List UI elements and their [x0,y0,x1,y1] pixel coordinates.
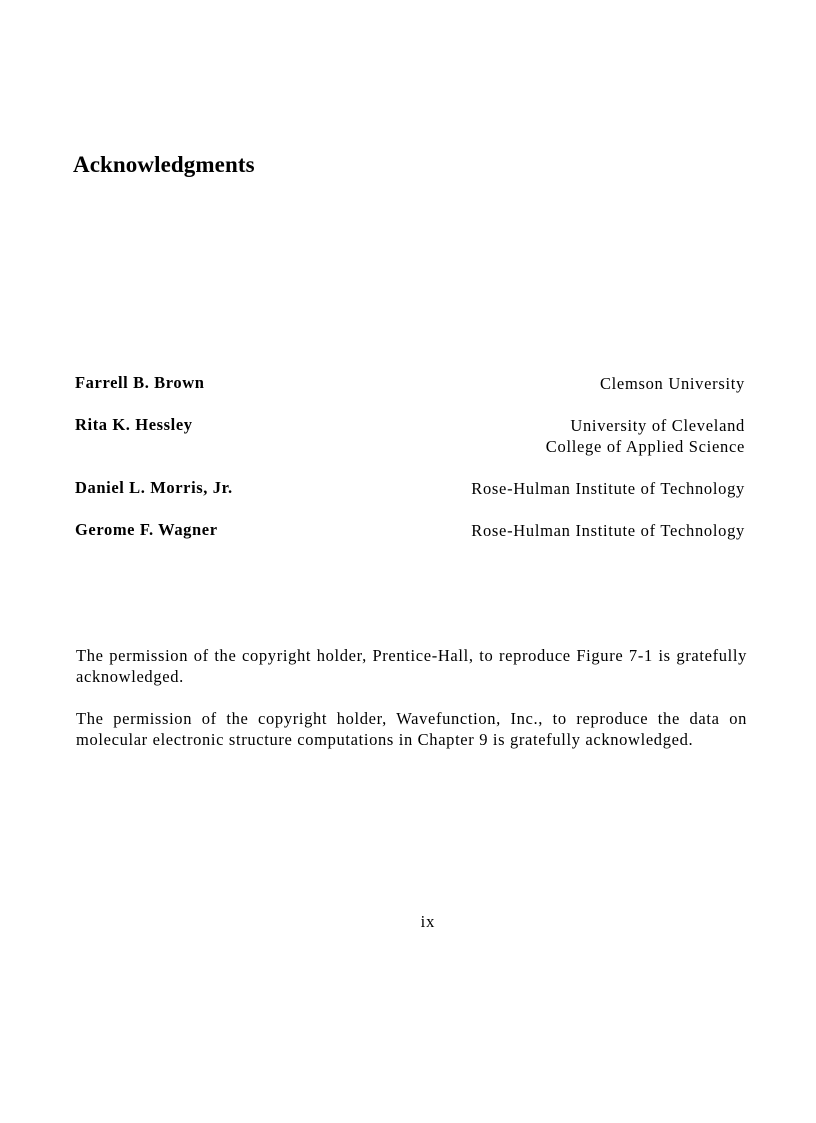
contributor-name: Gerome F. Wagner [75,520,218,539]
contributor-affiliation [471,478,745,499]
contributor-row [75,478,745,522]
affiliation-line: Rose-Hulman Institute of Technology [471,521,745,540]
contributor-name: Rita K. Hessley [75,415,193,434]
affiliation-line: Clemson University [599,374,745,393]
contributor-name: Farrell B. Brown [75,373,205,392]
contributor-row [75,520,745,564]
contributor-row [75,415,745,459]
permission-paragraph: The permission of the copyright holder, Wavefunction, Inc., to reproduce the data on molecular electronic structure computations in Chapter 9 is gratefully acknowledged. [76,709,747,749]
contributor-name: Daniel L. Morris, Jr. [75,478,233,497]
affiliation-line: Rose-Hulman Institute of Technology [471,479,745,498]
contributor-row [75,373,745,417]
affiliation-line: University of Cleveland [570,416,745,435]
contributor-affiliation [471,520,745,541]
page-title: Acknowledgments [73,152,255,177]
contributor-affiliation [600,373,745,394]
permission-paragraph: The permission of the copyright holder, Prentice-Hall, to reproduce Figure 7-1 is gratefully acknowledged. [76,646,747,686]
page-number: ix [420,912,436,931]
contributor-affiliation [546,415,745,457]
affiliation-line: College of Applied Science [545,437,745,456]
